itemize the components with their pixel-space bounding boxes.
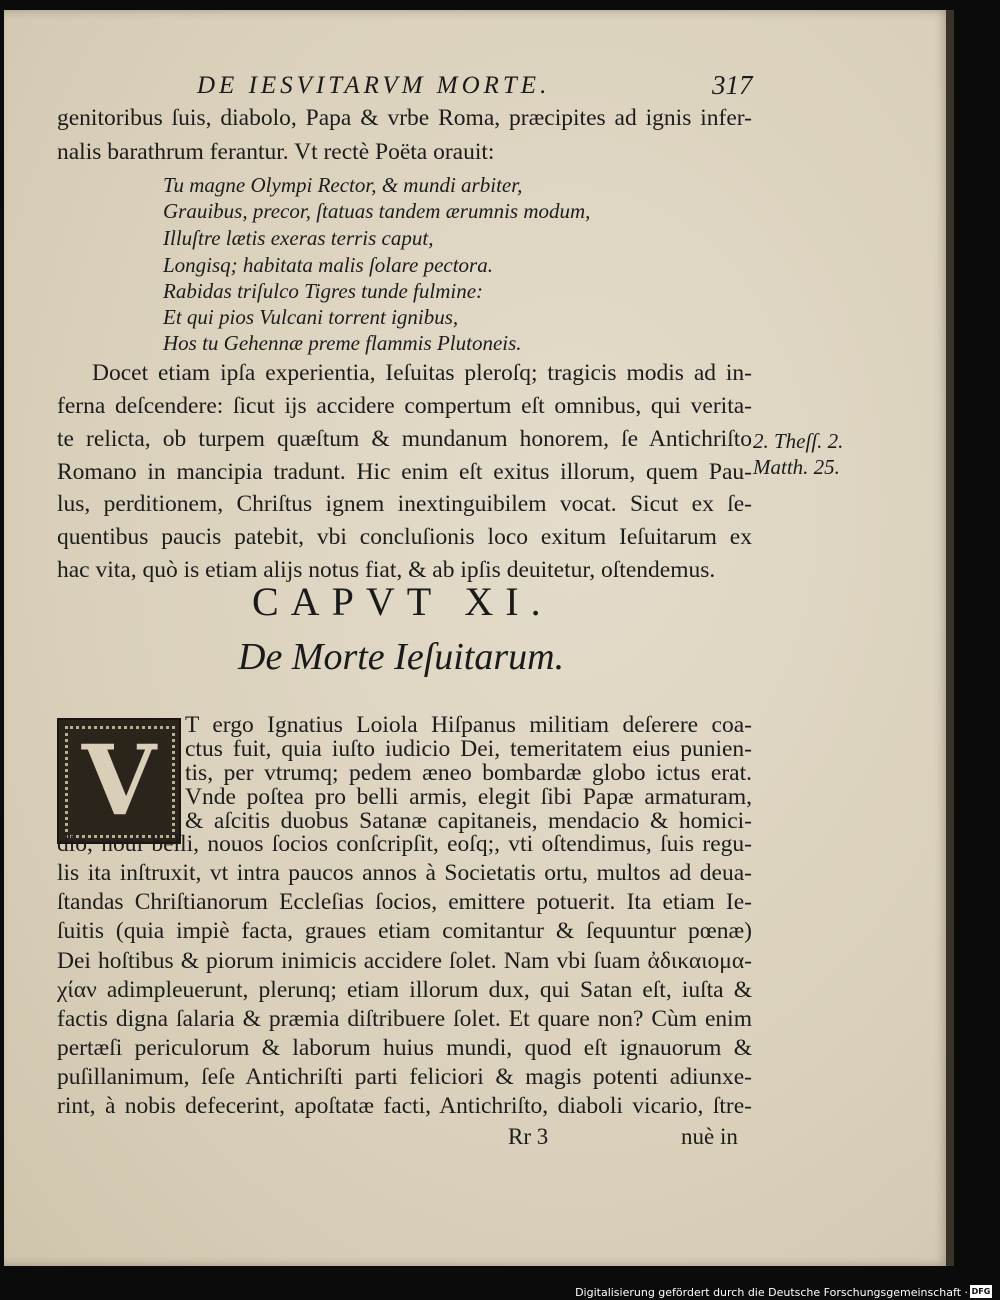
- text-line: Romano in mancipia tradunt. Hic enim eſt exitus illorum, quem Pau-: [57, 459, 752, 485]
- chapter-heading: CAPVT XI.: [252, 579, 553, 624]
- text-line: Vnde poſtea pro belli armis, elegit ſibi Papæ armaturam,: [185, 784, 752, 810]
- verse-line: Grauibus, precor, ſtatuas tandem ærumnis modum,: [163, 199, 591, 223]
- verse-line: Rabidas triſulco Tigres tunde fulmine:: [163, 279, 484, 303]
- dfg-logo: DFG: [971, 1287, 991, 1296]
- text-line: lis ita inſtruxit, vt intra paucos annos à Societatis ortu, multos ad deua-: [57, 860, 752, 886]
- text-line: tis, per vtrumq; pedem æneo bombardæ globo ictus erat.: [185, 760, 752, 786]
- text-line: ferna deſcendere: ſicut ijs accidere compertum eſt omnibus, qui verita-: [57, 393, 752, 419]
- text-line: pertæſi periculorum & laborum huius mundi, quod eſt ignauorum &: [57, 1035, 752, 1061]
- text-line: lus, perditionem, Chriſtus ignem inextinguibilem vocat. Sicut ex ſe-: [57, 491, 752, 517]
- running-title: DE IESVITARVM MORTE.: [197, 72, 551, 99]
- text-line: te relicta, ob turpem quæſtum & mundanum honorem, ſe Antichriſto: [57, 426, 752, 452]
- initial-letter: V: [81, 724, 157, 837]
- text-line: ſuitis (quia impiè facta, graues etiam comitantur & ſequuntur pœnæ): [57, 918, 752, 944]
- text-line: puſillanimum, ſeſe Antichriſti parti feliciori & magis potenti adiunxe-: [57, 1064, 752, 1090]
- text-line: hac vita, quò is etiam alijs notus fiat, & ab ipſis deuitetur, oſtendemus.: [57, 557, 716, 583]
- page-number: 317: [712, 70, 753, 100]
- text-line: quentibus paucis patebit, vbi concluſionis loco exitum Ieſuitarum ex: [57, 524, 752, 550]
- text-line: T ergo Ignatius Loiola Hiſpanus militiam deſerere coa-: [185, 712, 752, 738]
- text-line: factis digna ſalaria & præmia diſtribuere ſolet. Et quare non? Cùm enim: [57, 1006, 752, 1032]
- text-line: ſtandas Chriſtianorum Eccleſias ſocios, emittere potuerit. Ita etiam Ie-: [57, 889, 752, 915]
- margin-note: Matth. 25.: [753, 455, 840, 479]
- text-line: & aſcitis duobus Satanæ capitaneis, mendacio & homici-: [185, 808, 752, 834]
- decorated-initial: [57, 718, 181, 844]
- footer-credit: Digitalisierung gefördert durch die Deutsche Forschungsgemeinschaft ·: [575, 1286, 968, 1299]
- verse-line: Tu magne Olympi Rector, & mundi arbiter,: [163, 173, 523, 197]
- text-line: χίαν adimpleuerunt, plerunq; etiam illorum dux, qui Satan eſt, iuſta &: [57, 977, 752, 1003]
- text-line: Docet etiam ipſa experientia, Ieſuitas pleroſq; tragicis modis ad in-: [92, 360, 752, 386]
- verse-line: Et qui pios Vulcani torrent ignibus,: [163, 305, 459, 329]
- signature-mark: Rr 3: [508, 1124, 549, 1149]
- page-edge: [946, 10, 954, 1266]
- text-line: genitoribus ſuis, diabolo, Papa & vrbe Roma, præcipites ad ignis infer-: [57, 105, 752, 131]
- text-line: dio, noui belli, nouos ſocios conſcripſit, eoſq;, vti oſtendimus, ſuis regu-: [57, 831, 752, 857]
- verse-line: Hos tu Gehennæ preme flammis Plutoneis.: [163, 331, 522, 355]
- text-line: nalis barathrum ferantur. Vt rectè Poëta orauit:: [57, 139, 495, 165]
- text-line: rint, à nobis defecerint, apoſtatæ facti, Antichriſto, diaboli vicario, ſtre-: [57, 1093, 752, 1119]
- verse-line: Illuſtre lætis exeras terris caput,: [163, 226, 434, 250]
- text-line: ctus fuit, quia iuſto iudicio Dei, temeritatem eius punien-: [185, 736, 752, 762]
- text-line: Dei hoſtibus & piorum inimicis accidere ſolet. Nam vbi ſuam ἀδικαιομα-: [57, 948, 752, 974]
- margin-note: 2. Theſſ. 2.: [753, 429, 844, 453]
- catchword: nuè in: [681, 1124, 738, 1149]
- chapter-subtitle: De Morte Ieſuitarum.: [238, 636, 565, 678]
- verse-line: Longisq; habitata malis ſolare pectora.: [163, 253, 493, 277]
